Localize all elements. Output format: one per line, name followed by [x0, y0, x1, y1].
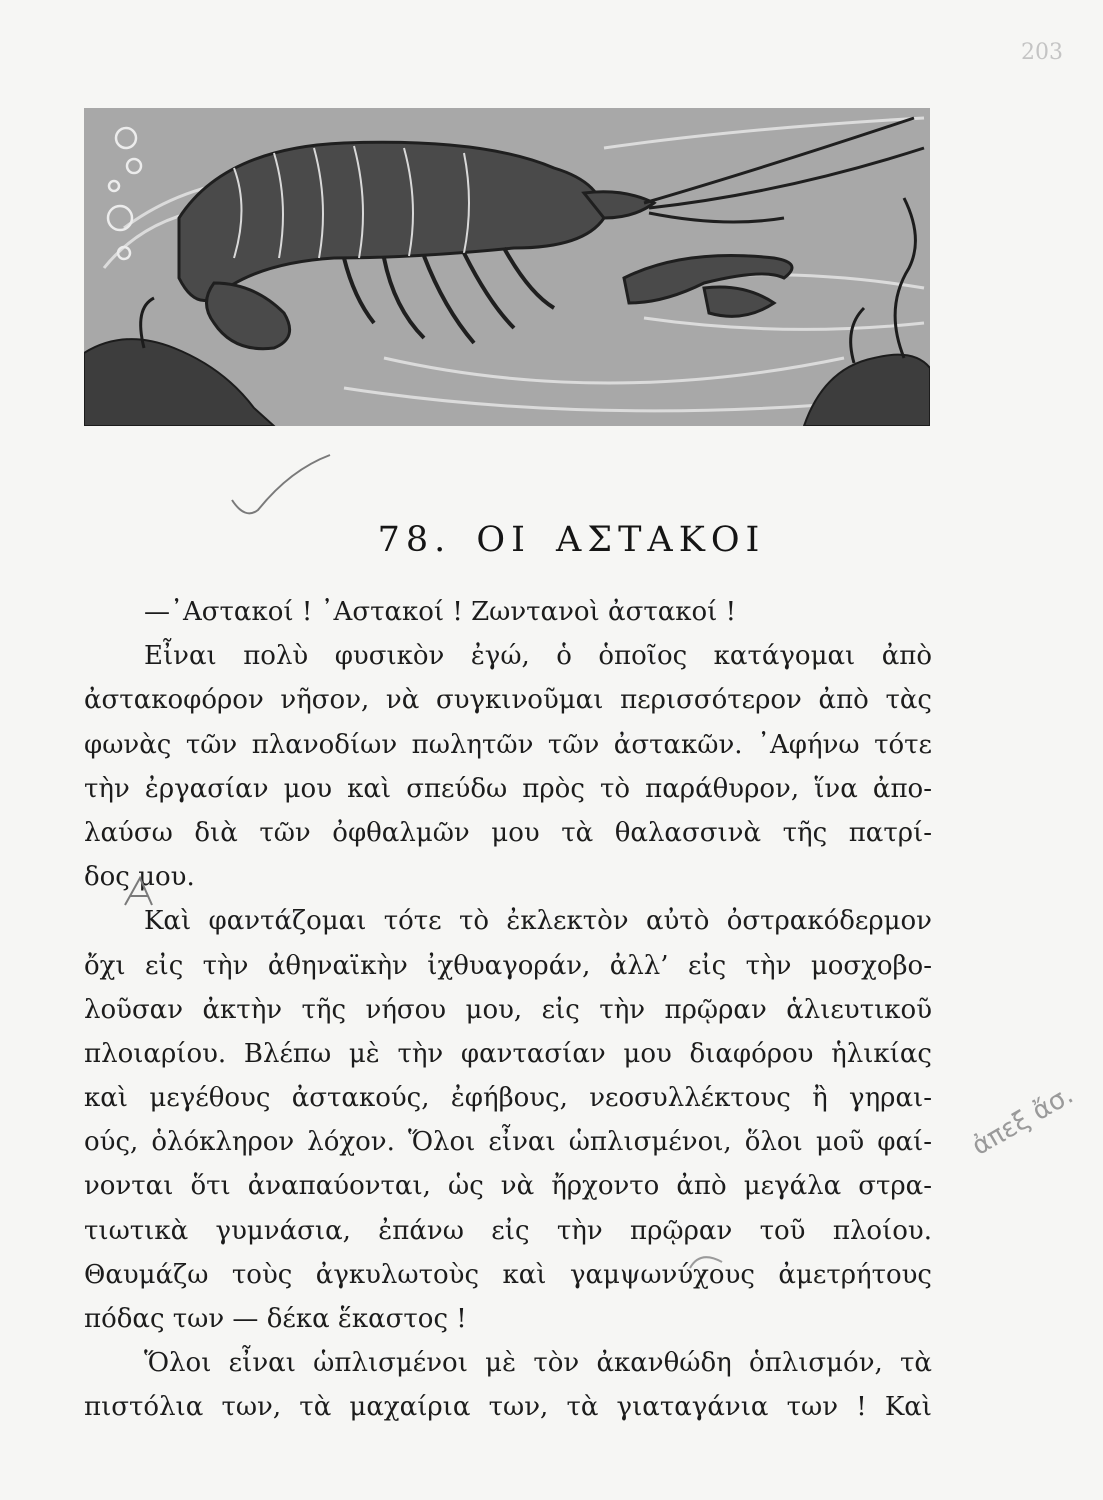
text-line: λαύσω διὰ τῶν ὀφθαλμῶν μου τὰ θαλασσινὰ τῆς πατρί- [84, 817, 932, 848]
lobster-illustration [84, 108, 930, 426]
text-line: —᾿Αστακοί ! ᾿Αστακοί ! Ζωντανοὶ ἀστακοί ! [144, 597, 737, 627]
text-line: Ὅλοι εἶναι ὡπλισμένοι μὲ τὸν ἀκανθώδη ὁπλισμόν, τὰ [144, 1348, 932, 1379]
text-line: τὴν ἐργασίαν μου καὶ σπεύδω πρὸς τὸ παράθυρον, ἵνα ἀπο- [84, 773, 932, 804]
page-number: 203 [1021, 40, 1063, 65]
text-line: ὄχι εἰς τὴν ἀθηναϊκὴν ἰχθυαγοράν, ἀλλ’ εἰς τὴν μοσχοβο- [84, 950, 932, 981]
text-line: φωνὰς τῶν πλανοδίων πωλητῶν τῶν ἀστακῶν. ᾿Αφήνω τότε [84, 729, 932, 760]
text-line: Θαυμάζω τοὺς ἀγκυλωτοὺς καὶ γαμψωνύχους ἀμετρήτους [84, 1259, 932, 1290]
text-line: ούς, ὁλόκληρον λόχον. Ὅλοι εἶναι ὡπλισμένοι, ὅλοι μοῦ φαί- [84, 1127, 932, 1158]
check-mark-icon [232, 455, 330, 513]
text-line: Καὶ φαντάζομαι τότε τὸ ἐκλεκτὸν αὐτὸ ὀστρακόδερμον [144, 906, 932, 937]
text-line: νονται ὅτι ἀναπαύονται, ὡς νὰ ἤρχοντο ἀπὸ μεγάλα στρα- [84, 1171, 932, 1202]
text-line: πιστόλια των, τὰ μαχαίρια των, τὰ γιαταγάνια των ! Καὶ [84, 1392, 932, 1423]
lobster-engraving [84, 108, 930, 426]
text-line: τιωτικὰ γυμνάσια, ἐπάνω εἰς τὴν πρῷραν τοῦ πλοίου. [84, 1215, 932, 1246]
chapter-title: 78. ΟΙ ΑΣΤΑΚΟΙ [377, 520, 766, 560]
text-line: πόδας των — δέκα ἕκαστος ! [84, 1304, 467, 1334]
text-line: δος μου. [84, 862, 195, 893]
text-line: Εἶναι πολὺ φυσικὸν ἐγώ, ὁ ὁποῖος κατάγομαι ἀπὸ [144, 641, 932, 672]
handwritten-margin-note: ἀπεξ ἄσ. [966, 1080, 1078, 1162]
text-line: ἀστακοφόρον νῆσον, νὰ συγκινοῦμαι περισσότερον ἀπὸ τὰς [84, 685, 932, 716]
body-text [84, 590, 932, 1430]
text-line: πλοιαρίου. Βλέπω μὲ τὴν φαντασίαν μου διαφόρου ἡλικίας [84, 1038, 932, 1069]
text-line: λοῦσαν ἀκτὴν τῆς νήσου μου, εἰς τὴν πρῷραν ἁλιευτικοῦ [84, 994, 932, 1025]
text-line: καὶ μεγέθους ἀστακούς, ἐφήβους, νεοσυλλέκτους ἢ γηραι- [84, 1083, 932, 1114]
